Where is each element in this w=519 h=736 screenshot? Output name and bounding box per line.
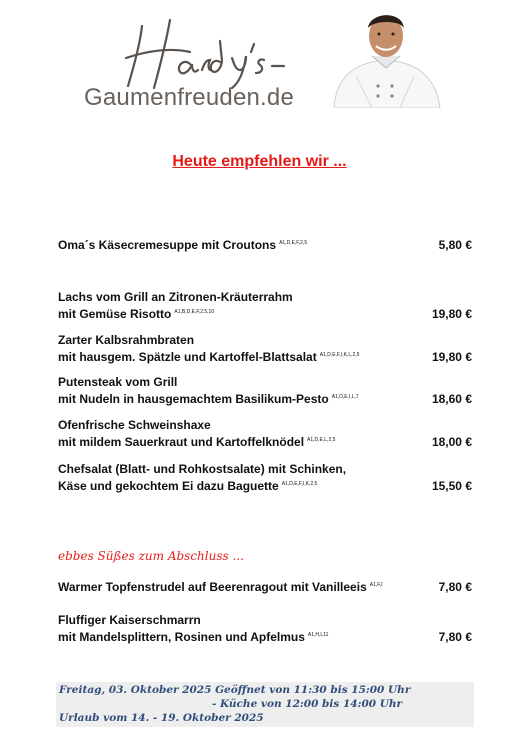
menu-item-line: Lachs vom Grill an Zitronen-Kräuterrahm [58, 290, 293, 304]
menu-item [58, 418, 476, 450]
chef-photo [326, 6, 444, 108]
menu-item-price: 15,50 € [431, 479, 472, 493]
menu-item-line: Putensteak vom Grill [58, 375, 178, 389]
menu-item [58, 290, 476, 322]
opening-hours-line: Freitag, 03. Oktober 2025 Geöffnet von 11:30 bis 15:00 Uhr [59, 684, 411, 696]
menu-item [58, 333, 476, 365]
menu-item-line: mit Nudeln in hausgemachtem Basilikum-Pesto $^{A1,D,E,I,L,7}$ [58, 392, 359, 406]
dessert-item [58, 613, 476, 645]
menu-item-line: mit Mandelsplittern, Rosinen und Apfelmus $^{A1,H,L11}$ [58, 630, 329, 644]
menu-item-line: mit Gemüse Risotto $^{A1,B,D,E,F,2,5,10}$ [58, 307, 215, 321]
dessert-heading: ebbes Süßes zum Abschluss ... [58, 549, 244, 563]
allergen-codes: A1,B,D,E,F,2,5,10 [174, 309, 215, 315]
logo-domain-text: Gaumenfreuden.de [84, 84, 295, 111]
allergen-codes: A1,D,E,I,L,7 [331, 394, 359, 400]
menu-item-line: Chefsalat (Blatt- und Rohkostsalate) mit Schinken, [58, 462, 347, 476]
menu-item-price: 19,80 € [431, 307, 472, 321]
menu-item-line: Ofenfrische Schweinshaxe [58, 418, 211, 432]
menu-item-price: 7,80 € [438, 630, 472, 644]
kitchen-hours-line: - Küche von 12:00 bis 14:00 Uhr [212, 698, 403, 710]
allergen-codes: A1,D,E,F,I,K,L,2,5 [319, 352, 360, 358]
menu-item-price: 18,00 € [431, 435, 472, 449]
menu-item [58, 236, 476, 253]
menu-item-price: 19,80 € [431, 350, 472, 364]
menu-item-price: 5,80 € [438, 238, 472, 252]
opening-hours-notice [56, 682, 474, 727]
menu-item [58, 462, 476, 494]
allergen-codes: A1,H,L11 [307, 632, 329, 638]
menu-item-line: Fluffiger Kaiserschmarrn [58, 613, 201, 627]
logo-script [120, 14, 290, 94]
dessert-item [58, 578, 476, 595]
menu-item-price: 7,80 € [438, 580, 472, 594]
menu-item-line: Oma´s Käsecremesuppe mit Croutons $^{A1,D,E,F,2,5}$ [58, 238, 308, 252]
vacation-line: Urlaub vom 14. - 19. Oktober 2025 [59, 712, 264, 724]
allergen-codes: A1,D,E,F,I,K,2,5 [281, 481, 318, 487]
menu-item [58, 375, 476, 407]
page-title: Heute empfehlen wir ... [172, 153, 347, 170]
allergen-codes: A1,D,E,F,2,5 [279, 240, 308, 246]
menu-item-price: 18,60 € [431, 392, 472, 406]
menu-item-line: mit hausgem. Spätzle und Kartoffel-Blattsalat $^{A1,D,E,F,I,K,L,2,5}$ [58, 350, 360, 364]
menu-item-line: Warmer Topfenstrudel auf Beerenragout mit Vanilleeis $^{A1,F,I}$ [58, 580, 383, 594]
menu-item-line: Käse und gekochtem Ei dazu Baguette $^{A1,D,E,F,I,K,2,5}$ [58, 479, 318, 493]
menu-item-line: Zarter Kalbsrahmbraten [58, 333, 195, 347]
allergen-codes: A1,D,E,L,2,5 [307, 437, 336, 443]
allergen-codes: A1,F,I [369, 582, 383, 588]
menu-item-line: mit mildem Sauerkraut und Kartoffelknödel $^{A1,D,E,L,2,5}$ [58, 435, 336, 449]
